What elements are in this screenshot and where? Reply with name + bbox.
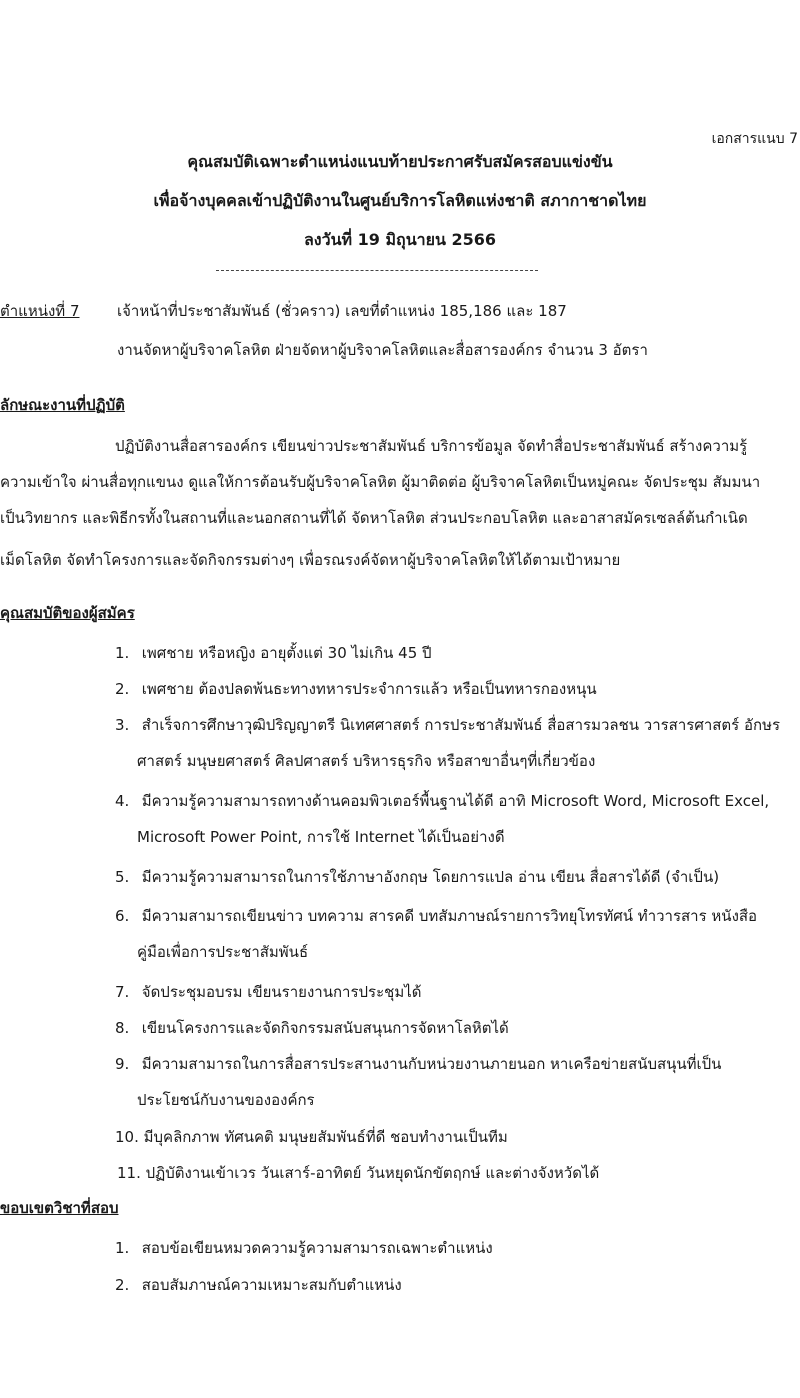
item-text: มีความรู้ความสามารถในการใช้ภาษาอังกฤษ โดยการแปล อ่าน เขียน สื่อสารได้ดี (จำเป็น) <box>141 868 720 886</box>
job-description-line: ปฏิบัติงานสื่อสารองค์กร เขียนข่าวประชาสัมพันธ์ บริการข้อมูล จัดทำสื่อประชาสัมพันธ์ สร้างความรู้ <box>115 437 748 455</box>
item-number: 10. <box>115 1128 139 1146</box>
position-department: งานจัดหาผู้บริจาคโลหิต ฝ่ายจัดหาผู้บริจาคโลหิตและสื่อสารองค์กร จำนวน 3 อัตรา <box>117 341 648 359</box>
item-number: 2. <box>115 680 130 698</box>
item-number: 1. <box>115 1239 130 1257</box>
item-text: เพศชาย หรือหญิง อายุตั้งแต่ 30 ไม่เกิน 45 ปี <box>141 644 432 662</box>
qualification-item-continuation: ศาสตร์ มนุษยศาสตร์ ศิลปศาสตร์ บริหารธุรกิจ หรือสาขาอื่นๆที่เกี่ยวข้อง <box>137 752 596 770</box>
item-number: 3. <box>115 716 130 734</box>
qualification-item-continuation: Microsoft Power Point, การใช้ Internet ได้เป็นอย่างดี <box>137 828 505 846</box>
item-number: 9. <box>115 1055 130 1073</box>
job-description-line: เม็ดโลหิต จัดทำโครงการและจัดกิจกรรมต่างๆ เพื่อรณรงค์จัดหาผู้บริจาคโลหิตให้ได้ตามเป้าหมาย <box>0 551 621 569</box>
position-title: เจ้าหน้าที่ประชาสัมพันธ์ (ชั่วคราว) เลขที่ตำแหน่ง 185,186 และ 187 <box>117 302 567 320</box>
document-title-line-2: เพื่อจ้างบุคคลเข้าปฏิบัติงานในศูนย์บริการโลหิตแห่งชาติ สภากาชาดไทย <box>153 191 647 210</box>
job-description-line: เป็นวิทยากร และพิธีกรทั้งในสถานที่และนอกสถานที่ได้ จัดหาโลหิต ส่วนประกอบโลหิต และอาสาสมัครเซลล์ต้นกำเนิด <box>0 509 748 527</box>
document-title-date: ลงวันที่ 19 มิถุนายน 2566 <box>303 230 497 249</box>
qualification-item-continuation: ประโยชน์กับงานขององค์กร <box>137 1091 315 1109</box>
qualification-item <box>115 677 597 701</box>
job-description-heading: ลักษณะงานที่ปฏิบัติ <box>0 396 125 414</box>
item-text: มีบุคลิกภาพ ทัศนคติ มนุษยสัมพันธ์ที่ดี ชอบทำงานเป็นทีม <box>143 1128 508 1146</box>
exam-scope-heading: ขอบเขตวิชาที่สอบ <box>0 1199 119 1217</box>
qualification-item-continuation: คู่มือเพื่อการประชาสัมพันธ์ <box>137 943 309 961</box>
qualification-item <box>115 980 422 1004</box>
item-number: 11. <box>117 1164 141 1182</box>
position-label: ตำแหน่งที่ 7 <box>0 302 80 320</box>
dashed-separator <box>216 270 538 271</box>
qualification-item <box>115 1052 721 1076</box>
item-text: มีความสามารถในการสื่อสารประสานงานกับหน่วยงานภายนอก หาเครือข่ายสนับสนุนที่เป็น <box>141 1055 722 1073</box>
item-number: 4. <box>115 792 130 810</box>
item-number: 5. <box>115 868 130 886</box>
item-text: จัดประชุมอบรม เขียนรายงานการประชุมได้ <box>141 983 422 1001</box>
item-number: 2. <box>115 1276 130 1294</box>
item-text: เพศชาย ต้องปลดพ้นธะทางทหารประจำการแล้ว หรือเป็นทหารกองหนุน <box>141 680 597 698</box>
qualification-item <box>115 641 432 665</box>
attachment-label: เอกสารแนบ 7 <box>711 131 798 147</box>
qualification-item <box>115 865 719 889</box>
qualification-item <box>115 1016 509 1040</box>
document-title-line-1: คุณสมบัติเฉพาะตำแหน่งแนบท้ายประกาศรับสมัครสอบแข่งขัน <box>187 152 613 171</box>
qualification-item <box>117 1161 599 1185</box>
item-text: สอบสัมภาษณ์ความเหมาะสมกับตำแหน่ง <box>141 1276 402 1294</box>
item-text: ปฏิบัติงานเข้าเวร วันเสาร์-อาทิตย์ วันหยุดนักขัตฤกษ์ และต่างจังหวัดได้ <box>145 1164 600 1182</box>
job-description-line: ความเข้าใจ ผ่านสื่อทุกแขนง ดูแลให้การต้อนรับผู้บริจาคโลหิต ผู้มาติดต่อ ผู้บริจาคโลหิตเป็นหมู่คณะ จัดประชุม สัมมนา <box>0 473 761 491</box>
item-text: มีความสามารถเขียนข่าว บทความ สารคดี บทสัมภาษณ์รายการวิทยุโทรทัศน์ ทำวารสาร หนังสือ <box>141 907 758 925</box>
qualification-item <box>115 904 757 928</box>
qualifications-heading: คุณสมบัติของผู้สมัคร <box>0 604 135 622</box>
exam-scope-item <box>115 1273 402 1297</box>
qualification-item <box>115 789 769 813</box>
item-text: เขียนโครงการและจัดกิจกรรมสนับสนุนการจัดหาโลหิตได้ <box>141 1019 509 1037</box>
qualification-item <box>115 1125 508 1149</box>
exam-scope-item <box>115 1236 493 1260</box>
item-number: 6. <box>115 907 130 925</box>
item-text: มีความรู้ความสามารถทางด้านคอมพิวเตอร์พื้นฐานได้ดี อาทิ Microsoft Word, Microsoft Excel, <box>141 792 770 810</box>
qualification-item <box>115 713 780 737</box>
item-number: 1. <box>115 644 130 662</box>
item-number: 8. <box>115 1019 130 1037</box>
item-text: สอบข้อเขียนหมวดความรู้ความสามารถเฉพาะตำแหน่ง <box>141 1239 493 1257</box>
item-text: สำเร็จการศึกษาวุฒิปริญญาตรี นิเทศศาสตร์ การประชาสัมพันธ์ สื่อสารมวลชน วารสารศาสตร์ อักษร <box>141 716 781 734</box>
item-number: 7. <box>115 983 130 1001</box>
